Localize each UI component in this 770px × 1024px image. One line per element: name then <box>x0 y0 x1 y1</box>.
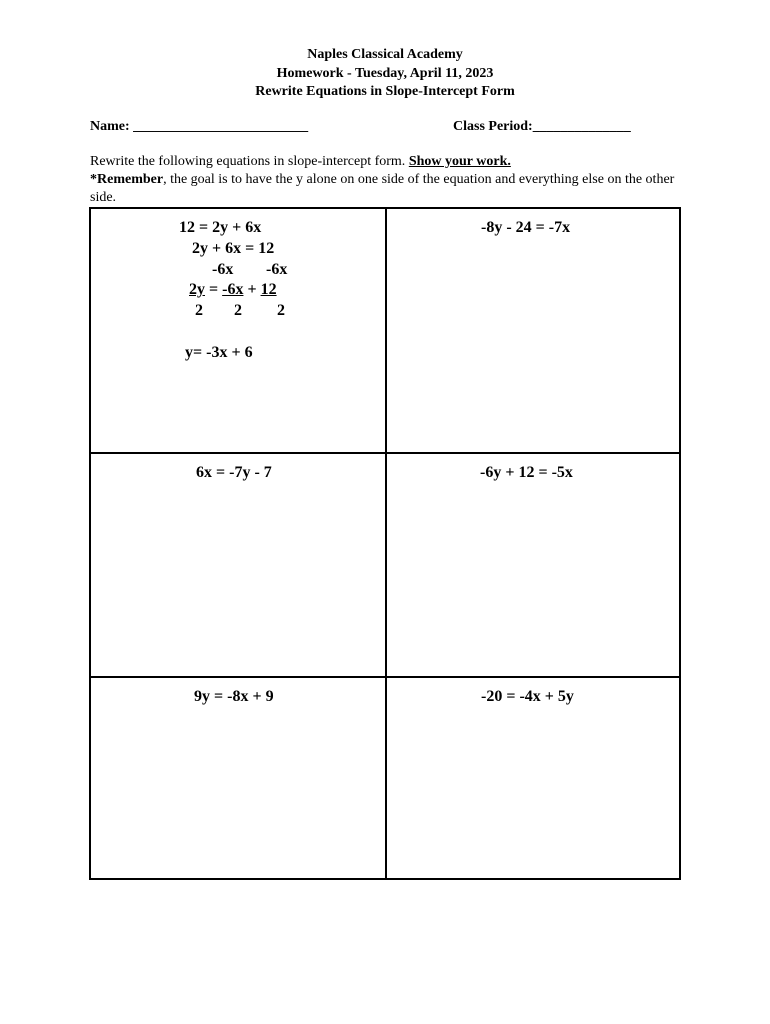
instructions-text: Rewrite the following equations in slope-intercept form. <box>90 154 406 169</box>
work-step-3-rhs: 12 <box>260 281 277 298</box>
remember-word: *Remember <box>90 172 164 187</box>
remember-note <box>90 171 680 207</box>
problem-6: -20 = -4x + 5y <box>481 688 574 705</box>
instructions-line-1 <box>90 153 680 171</box>
work-step-2b: -6x <box>266 261 288 278</box>
grid-divider-horizontal <box>91 452 679 454</box>
work-step-3-eq: = <box>205 281 223 298</box>
name-field[interactable]: Name: _________________________ <box>90 119 309 134</box>
grid-divider-horizontal <box>91 676 679 678</box>
work-step-3 <box>189 281 277 299</box>
problem-3: 6x = -7y - 7 <box>196 464 272 481</box>
work-step-3-neg: -6x <box>222 281 244 298</box>
work-step-1: 2y + 6x = 12 <box>192 240 275 257</box>
show-work-note: Show your work. <box>408 154 511 169</box>
work-answer: y= -3x + 6 <box>185 344 253 361</box>
worksheet-title: Rewrite Equations in Slope-Intercept Form <box>255 84 515 99</box>
problem-4: -6y + 12 = -5x <box>480 464 573 481</box>
work-step-3-plus: + <box>243 281 261 298</box>
problem-1: 12 = 2y + 6x <box>179 219 262 236</box>
class-period-field[interactable]: Class Period:______________ <box>453 119 631 134</box>
grid-divider-vertical <box>385 209 387 878</box>
homework-date: Homework - Tuesday, April 11, 2023 <box>276 65 494 81</box>
problem-2: -8y - 24 = -7x <box>481 219 571 236</box>
problem-5: 9y = -8x + 9 <box>194 688 274 705</box>
work-step-4a: 2 <box>195 302 203 319</box>
remember-text: , the goal is to have the y alone on one side of the equation and everything else on the other side. <box>90 172 675 205</box>
worksheet-header <box>0 46 770 102</box>
work-step-4c: 2 <box>277 302 285 319</box>
problem-grid <box>89 207 681 880</box>
work-step-4b: 2 <box>234 302 242 319</box>
work-step-2a: -6x <box>212 261 234 278</box>
work-step-3-lhs: 2y <box>189 281 205 298</box>
school-name: Naples Classical Academy <box>307 47 463 62</box>
instructions <box>90 153 680 207</box>
